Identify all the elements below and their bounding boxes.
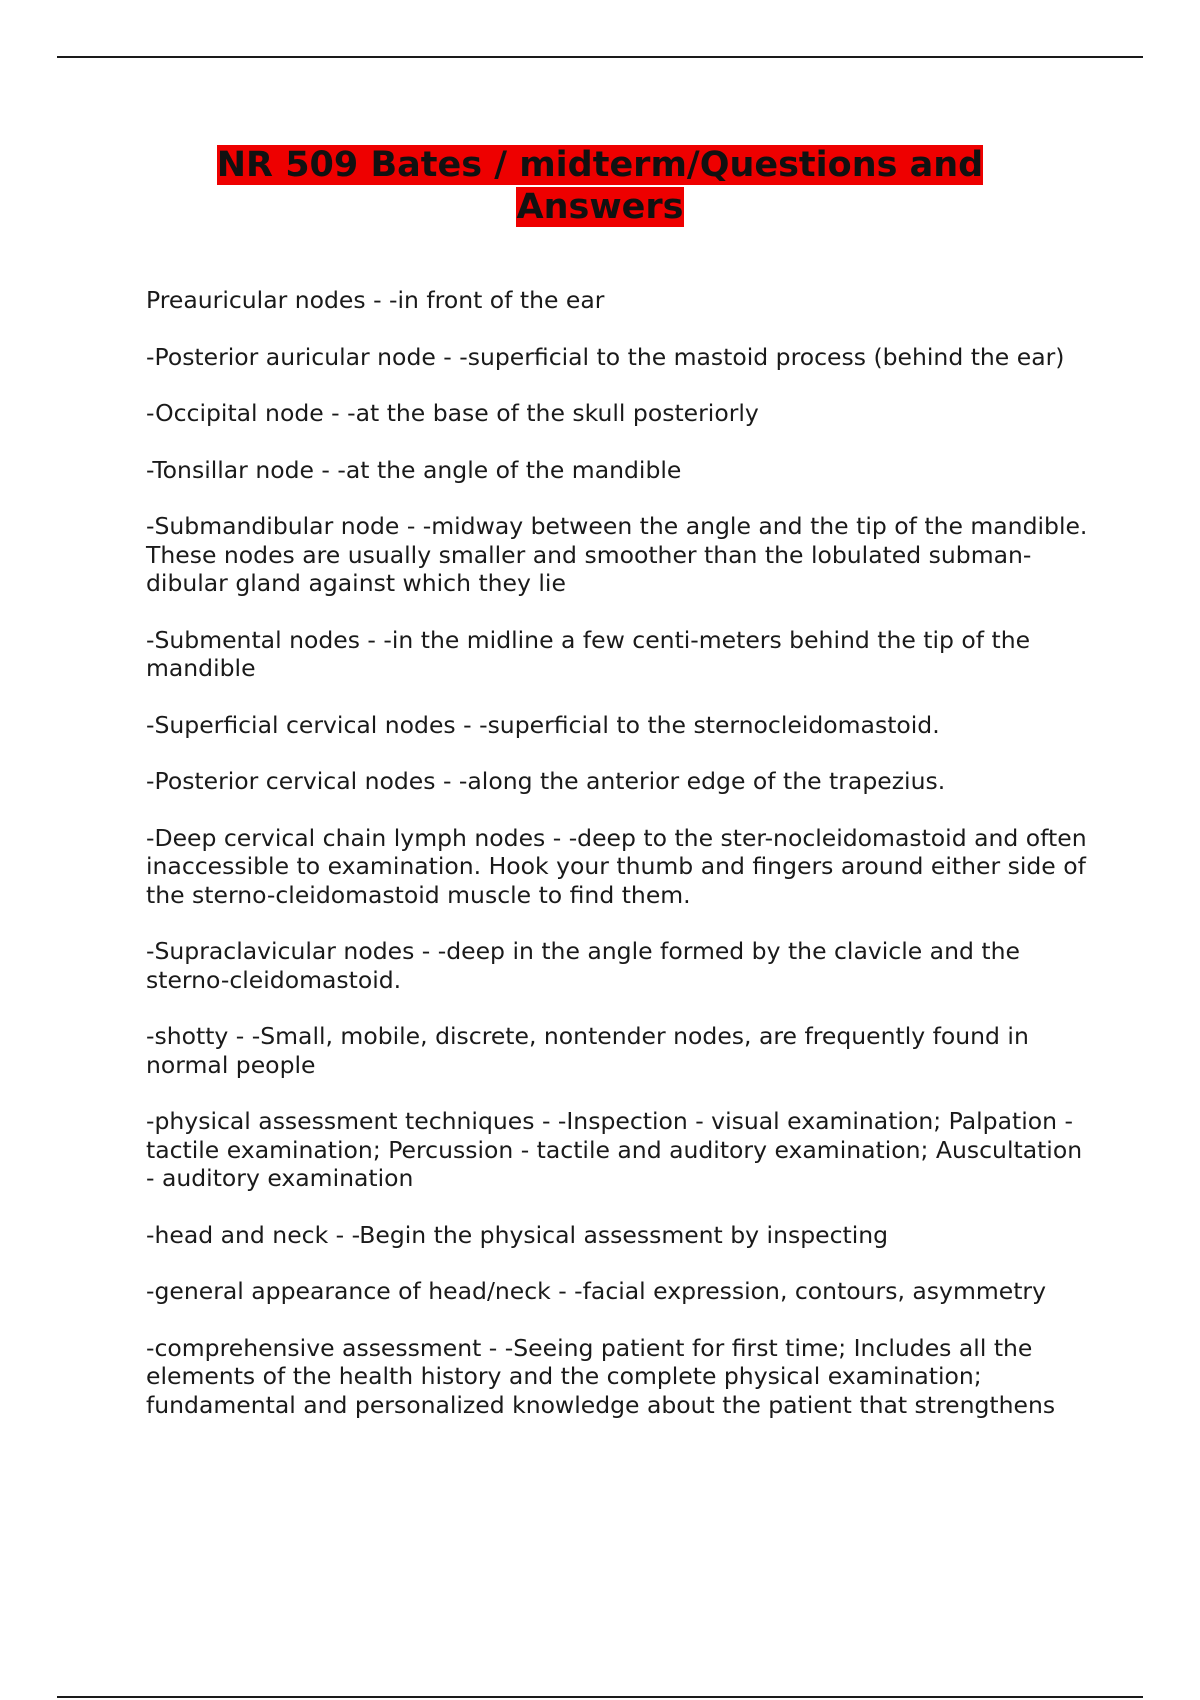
- qa-entry: -Occipital node - -at the base of the skull posteriorly: [146, 399, 759, 427]
- qa-entry: -Submental nodes - -in the midline a few centi-meters behind the tip of the mandible: [146, 625, 1031, 682]
- qa-entry: -Superficial cervical nodes - -superficial to the sternocleidomastoid.: [146, 710, 940, 739]
- qa-entry: -physical assessment techniques - -Inspection - visual examination; Palpation - tactile examination; Percussion - tactile and auditory examination; Auscultation - auditory examination: [146, 1107, 1083, 1192]
- bottom-rule: [57, 1696, 1143, 1698]
- document-title-block: [0, 144, 1200, 228]
- qa-entry: -Submandibular node - -midway between the angle and the tip of the mandible. These nodes are usually smaller and smoother than the lobulated subman-dibular gland against which they lie: [146, 512, 1088, 597]
- qa-entry: -general appearance of head/neck - -facial expression, contours, asymmetry: [146, 1277, 1046, 1305]
- qa-entry: -Posterior cervical nodes - -along the anterior edge of the trapezius.: [146, 767, 946, 795]
- qa-entry: -comprehensive assessment - -Seeing patient for first time; Includes all the elements of the health history and the complete physical examination; fundamental and personalized knowledge about the patient that strengthens: [146, 1333, 1056, 1419]
- document-title: NR 509 Bates / midterm/Questions and Answers: [216, 145, 984, 227]
- qa-entry: -shotty - -Small, mobile, discrete, nontender nodes, are frequently found in normal people: [146, 1022, 1029, 1079]
- qa-entry: -Deep cervical chain lymph nodes - -deep to the ster-nocleidomastoid and often inaccessible to examination. Hook your thumb and fingers around either side of the sterno-cleidomastoid muscle to find them.: [146, 823, 1087, 909]
- qa-entry: Preauricular nodes - -in front of the ear: [146, 286, 605, 314]
- qa-list: [146, 286, 1096, 1447]
- qa-entry: -Tonsillar node - -at the angle of the mandible: [146, 455, 682, 484]
- qa-entry: -Supraclavicular nodes - -deep in the angle formed by the clavicle and the sterno-cleidomastoid.: [146, 937, 1020, 994]
- qa-entry: -head and neck - -Begin the physical assessment by inspecting: [146, 1220, 889, 1249]
- qa-entry: -Posterior auricular node - -superficial to the mastoid process (behind the ear): [146, 342, 1065, 371]
- top-rule: [57, 56, 1143, 58]
